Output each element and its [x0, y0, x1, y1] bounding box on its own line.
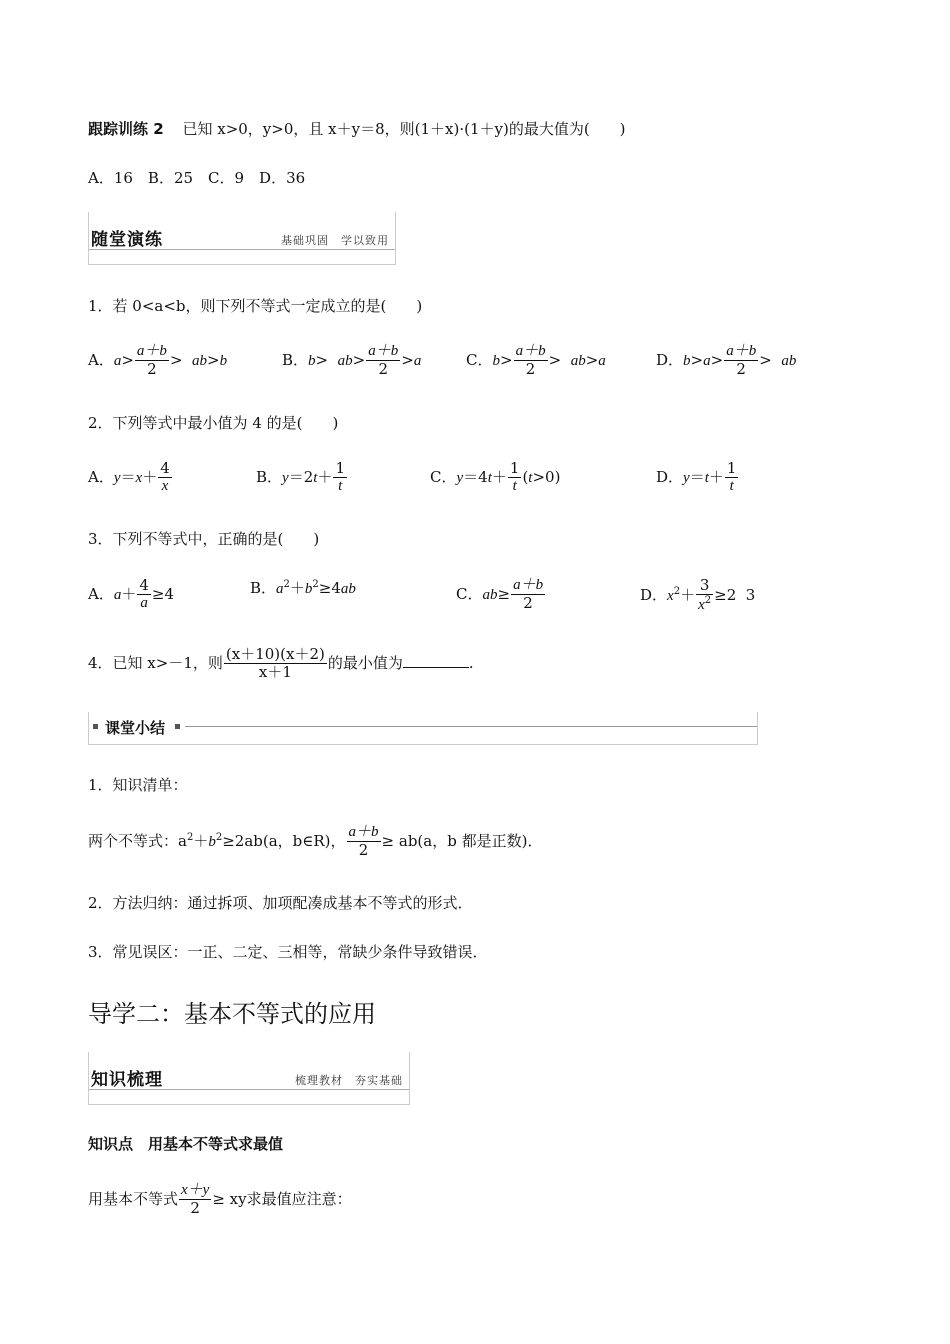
banner-title: 随堂演练 — [91, 230, 163, 250]
q3-option-b: B．$a^2+b^2\ge 4ab$ — [250, 579, 356, 597]
summary-title: 课堂小结 — [105, 719, 166, 737]
q2-option-a: A．y＝x＋ $\frac{4}{x}$ — [88, 459, 170, 495]
summary-item-1-inequalities: 两个不等式：$a^2+b^2\ge 2ab(a$，b∈R)， $\frac{a+b}{2}$ ≥ ab(a，b 都是正数)． — [88, 824, 543, 860]
track-options: A．16 B．25 C．9 D．36 — [88, 169, 306, 187]
summary-item-3: 3．常见误区：一正、二定、三相等，常缺少条件导致错误． — [88, 943, 488, 961]
knowledge-point-title: 知识点 用基本不等式求最值 — [88, 1135, 284, 1153]
summary-square-icon — [175, 724, 180, 729]
q2-option-b: B．y＝2t＋ $\frac{1}{t}$ — [256, 459, 345, 495]
q3-option-d: D．$x^2+$ $\frac{3}{x^2}$ ≥2 3 — [640, 576, 756, 614]
banner-subtitle: 梳理教材 夯实基础 — [295, 1074, 403, 1087]
kp-text-post: ≥ xy求最值应注意： — [212, 1189, 352, 1208]
inequality-text-post: ≥ ab(a，b 都是正数)． — [381, 831, 543, 850]
summary-banner — [88, 712, 758, 745]
summary-square-icon — [93, 724, 98, 729]
inequality-text-mid: ≥2ab(a，b∈R)， — [222, 831, 346, 850]
banner-title: 知识梳理 — [91, 1070, 163, 1090]
track-condition: x>0，y>0，且 x＋y＝8，则(1＋x)·(1＋y)的最大值为( ) — [217, 120, 626, 138]
track-question — [88, 118, 626, 139]
practice-banner — [88, 212, 396, 265]
section-heading: 导学二：基本不等式的应用 — [88, 1000, 376, 1028]
summary-rule — [185, 726, 757, 727]
q3-option-a: A．a＋ $\frac{4}{a}$ ≥4 — [88, 576, 175, 612]
q1-option-d: D．b>a> $\frac{a+b}{2}$ > ab — [656, 343, 797, 379]
q1-option-a: A．a> $\frac{a+b}{2}$ > ab>b — [88, 343, 228, 379]
banner-rule — [89, 249, 395, 250]
kp-text-pre: 用基本不等式 — [88, 1189, 179, 1208]
q1-option-b: B．b> ab> $\frac{a+b}{2}$ >a — [282, 343, 422, 379]
knowledge-point-text: 用基本不等式 $\frac{x+y}{2}$ ≥ xy求最值应注意： — [88, 1182, 352, 1218]
question-2: 2．下列等式中最小值为 4 的是( ) — [88, 414, 339, 432]
banner-rule — [89, 1089, 409, 1090]
question-4 — [88, 646, 474, 682]
summary-item-2: 2．方法归纳：通过拆项、加项配凑成基本不等式的形式． — [88, 894, 473, 912]
q2-option-c: C．y＝4t＋ $\frac{1}{t}$ (t>0) — [430, 459, 561, 495]
knowledge-banner — [88, 1052, 410, 1105]
q4-answer-blank[interactable] — [403, 655, 469, 668]
q4-end: . — [468, 653, 474, 672]
banner-subtitle: 基础巩固 学以致用 — [281, 234, 389, 247]
q4-pre: 4．已知 x>－1，则 — [88, 653, 223, 672]
inequality-text-pre: 两个不等式：a — [88, 831, 187, 850]
q4-post: 的最小值为 — [327, 653, 403, 672]
q3-option-c: C．ab≥ $\frac{a+b}{2}$ — [456, 577, 544, 613]
q4-denominator: x＋1 — [258, 663, 292, 682]
question-1: 1．若 0<a<b，则下列不等式一定成立的是( ) — [88, 297, 423, 315]
q1-option-c: C．b> $\frac{a+b}{2}$ > ab>a — [466, 343, 606, 379]
track-label: 跟踪训练 2 — [88, 120, 164, 138]
question-3: 3．下列不等式中，正确的是( ) — [88, 530, 320, 548]
q4-numerator: (x＋10)(x＋2) — [225, 645, 325, 663]
summary-item-1: 1．知识清单： — [88, 776, 188, 794]
q2-option-d: D．y＝t＋ $\frac{1}{t}$ — [656, 459, 737, 495]
track-text: 已知 — [182, 120, 218, 138]
